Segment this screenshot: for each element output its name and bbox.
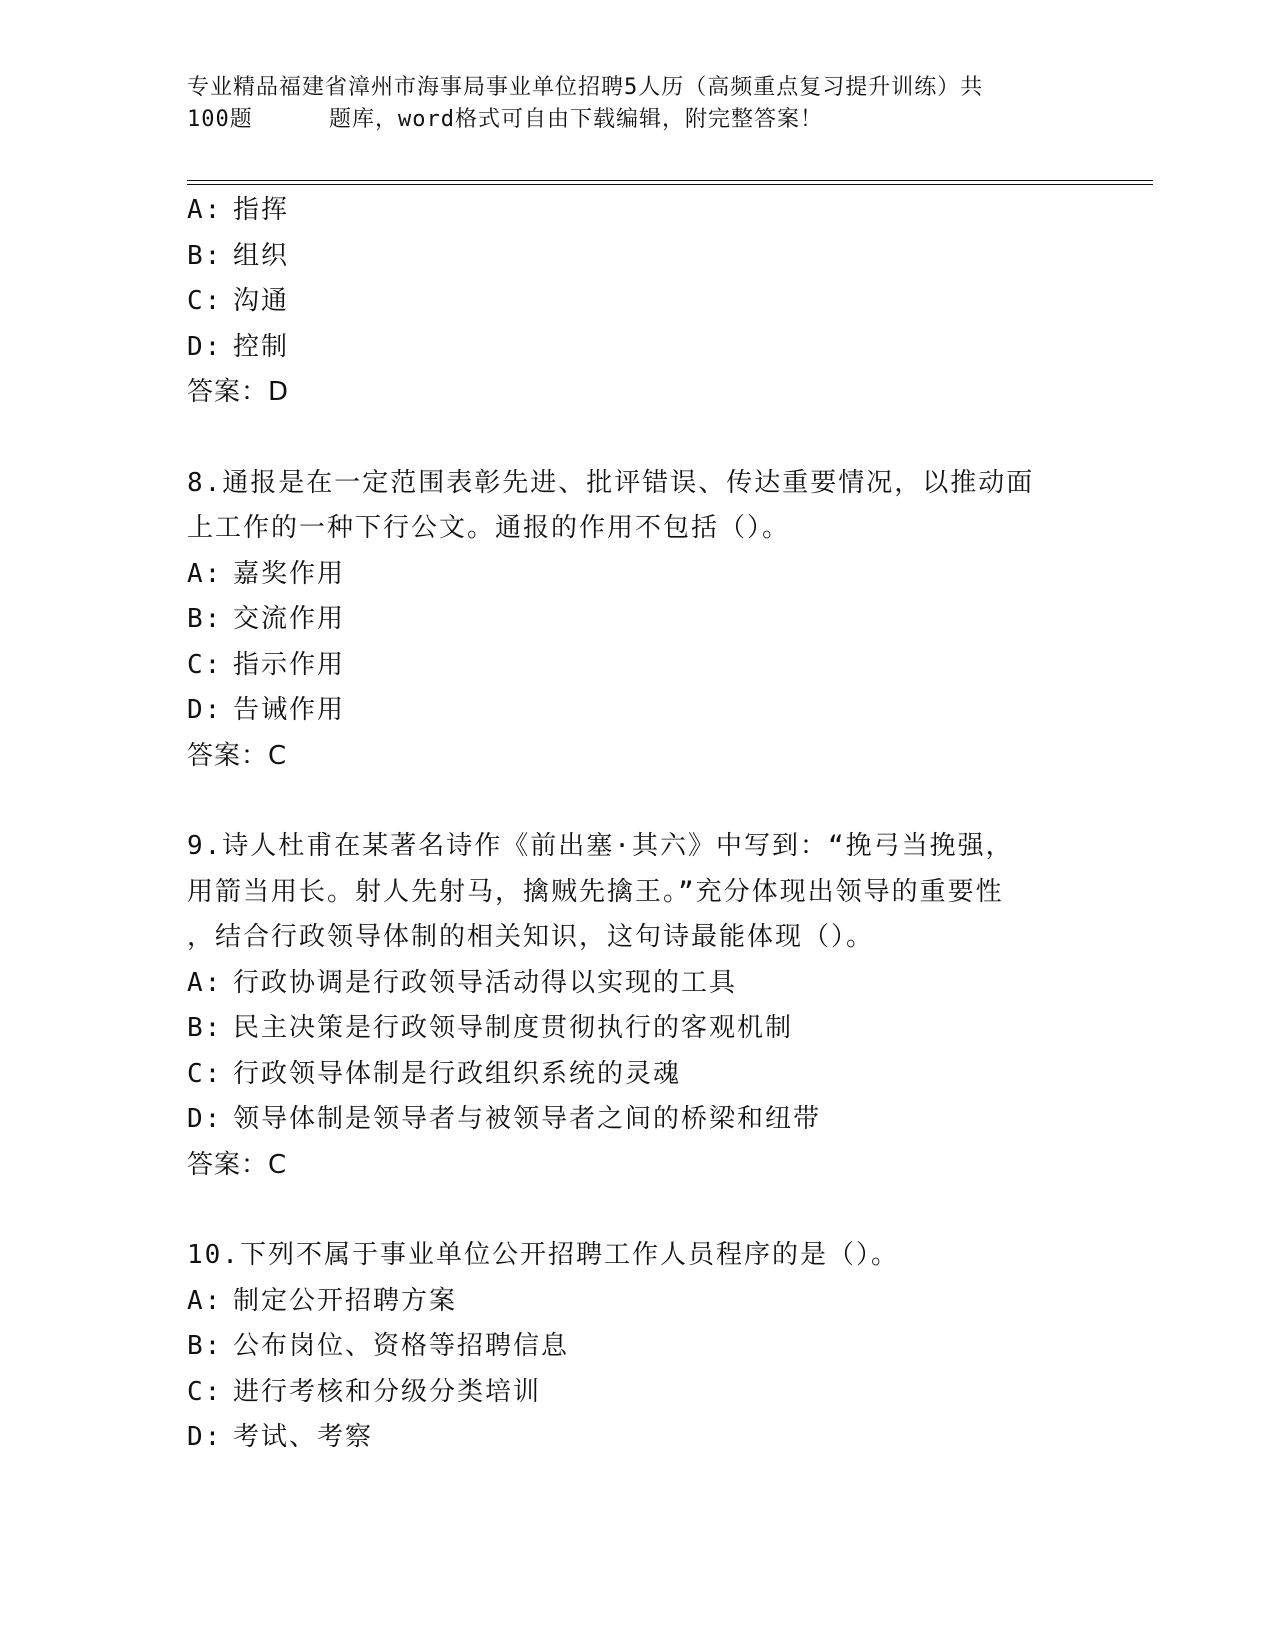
option-key: A: [187, 195, 223, 225]
spacer [187, 779, 1107, 824]
header-title-line2 [187, 104, 1087, 136]
option-text: 沟通 [233, 286, 290, 316]
option-key: D: [187, 1104, 223, 1134]
question-10 [187, 1233, 1107, 1461]
option-text: 进行考核和分级分类培训 [233, 1376, 542, 1407]
option-key: D: [187, 331, 223, 362]
option-d [187, 1097, 1107, 1143]
option-key: D: [187, 1422, 223, 1452]
option-a [187, 552, 1107, 598]
option-a [187, 1279, 1107, 1325]
header-divider-top [187, 180, 1153, 181]
question-stem-line: 8.通报是在一定范围表彰先进、批评错误、传达重要情况，以推动面 [187, 467, 1035, 498]
option-c [187, 643, 1107, 689]
answer-line: 答案：C [187, 740, 288, 771]
option-b [187, 597, 1107, 643]
option-text: 行政领导体制是行政组织系统的灵魂 [233, 1058, 682, 1089]
page-header [187, 72, 1087, 136]
header-description: 题库，word格式可自由下载编辑，附完整答案！ [329, 107, 823, 132]
option-key: D: [187, 695, 223, 725]
option-text: 民主决策是行政领导制度贯彻执行的客观机制 [233, 1013, 794, 1043]
question-stem-line: 10.下列不属于事业单位公开招聘工作人员程序的是（）。 [187, 1240, 899, 1270]
question-8 [187, 461, 1107, 780]
option-d [187, 1415, 1107, 1461]
spacer [187, 416, 1107, 461]
option-text: 行政协调是行政领导活动得以实现的工具 [233, 967, 738, 998]
option-text: 交流作用 [233, 604, 346, 634]
question-stem-line: 用箭当用长。射人先射马，擒贼先擒王。”充分体现出领导的重要性 [187, 876, 1004, 907]
option-key: B: [187, 240, 223, 271]
option-key: C: [187, 649, 223, 680]
option-a [187, 188, 1107, 234]
header-divider-bottom [187, 184, 1153, 185]
option-key: C: [187, 286, 223, 316]
option-key: A: [187, 558, 223, 589]
option-b [187, 1006, 1107, 1052]
questions-content [187, 188, 1107, 1461]
option-text: 嘉奖作用 [233, 558, 346, 589]
option-text: 告诫作用 [233, 695, 346, 725]
option-b [187, 234, 1107, 280]
option-key: B: [187, 1331, 223, 1361]
answer-line: 答案：D [187, 377, 290, 407]
option-text: 控制 [233, 331, 290, 362]
option-text: 制定公开招聘方案 [233, 1285, 458, 1316]
option-d [187, 688, 1107, 734]
header-question-count: 100题 [187, 107, 253, 132]
option-text: 组织 [233, 240, 290, 271]
question-stem-line: 上工作的一种下行公文。通报的作用不包括（）。 [187, 513, 791, 543]
option-key: A: [187, 967, 223, 998]
option-text: 领导体制是领导者与被领导者之间的桥梁和纽带 [233, 1104, 822, 1134]
option-text: 指示作用 [233, 649, 346, 680]
question-9 [187, 824, 1107, 1188]
answer-line: 答案：C [187, 1149, 288, 1180]
option-c [187, 1370, 1107, 1416]
question-7 [187, 188, 1107, 416]
header-title-line1: 专业精品福建省漳州市海事局事业单位招聘5人历（高频重点复习提升训练）共 [187, 75, 984, 100]
option-c [187, 1052, 1107, 1098]
option-a [187, 961, 1107, 1007]
option-key: C: [187, 1376, 223, 1407]
option-key: B: [187, 604, 223, 634]
option-key: A: [187, 1285, 223, 1316]
option-b [187, 1324, 1107, 1370]
option-text: 指挥 [233, 195, 290, 225]
option-d [187, 325, 1107, 371]
option-text: 公布岗位、资格等招聘信息 [233, 1331, 570, 1361]
question-stem-line: ，结合行政领导体制的相关知识，这句诗最能体现（）。 [187, 922, 875, 952]
option-key: B: [187, 1013, 223, 1043]
spacer [187, 1188, 1107, 1233]
option-key: C: [187, 1058, 223, 1089]
option-text: 考试、考察 [233, 1422, 374, 1452]
option-c [187, 279, 1107, 325]
question-stem-line: 9.诗人杜甫在某著名诗作《前出塞·其六》中写到：“挽弓当挽强， [187, 831, 1014, 861]
